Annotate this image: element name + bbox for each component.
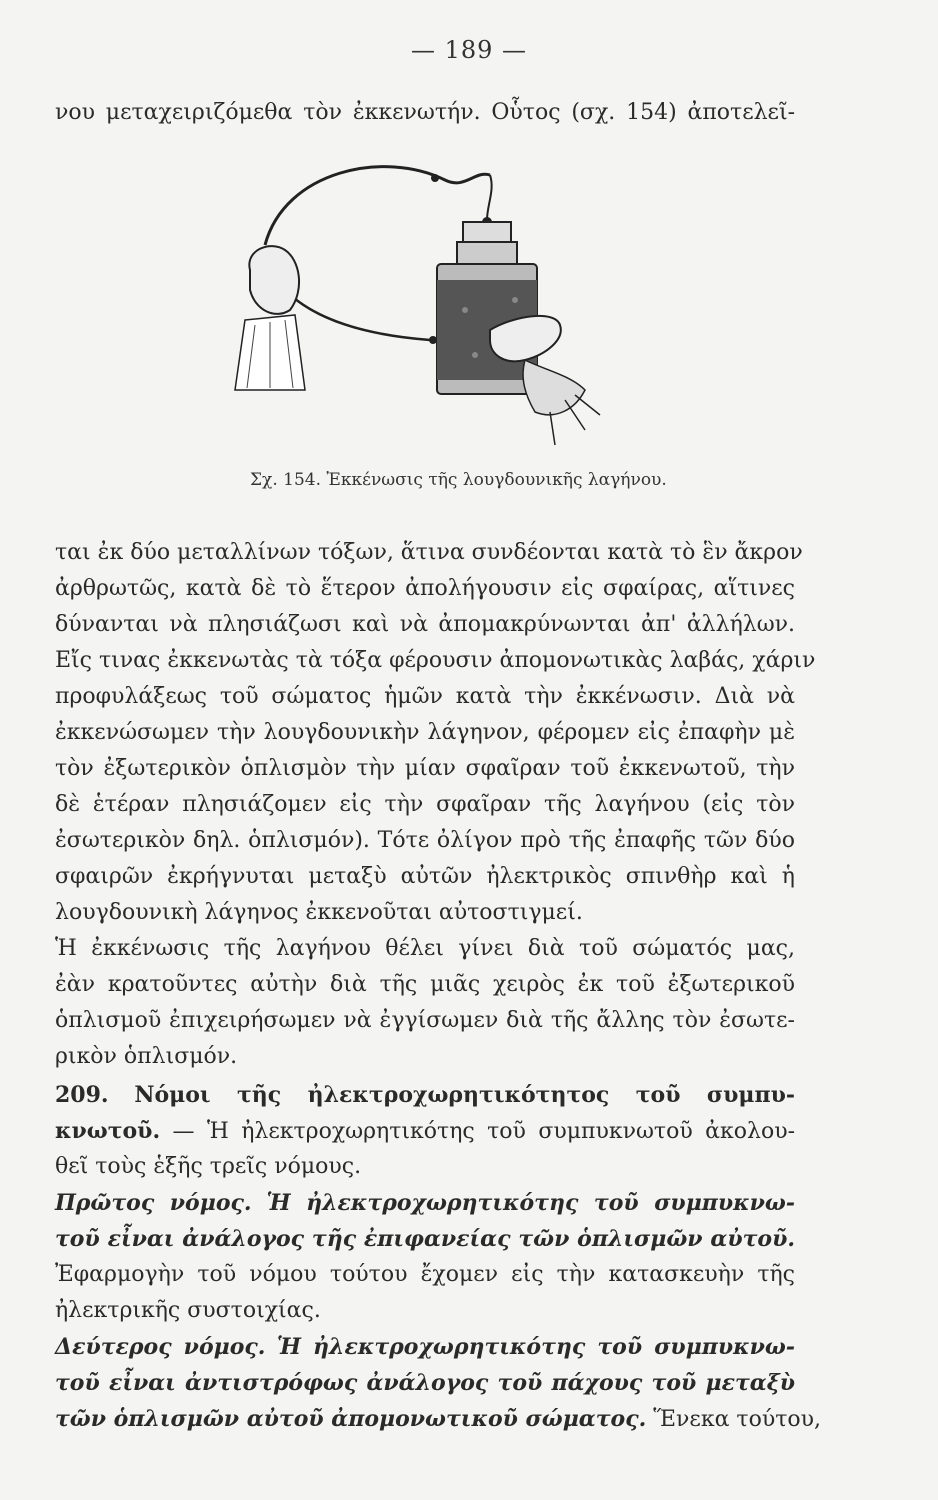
line-text: ρικὸν ὁπλισμόν. (55, 1044, 238, 1069)
text-line (55, 610, 795, 640)
text-line (55, 1116, 795, 1147)
section-title-end: κνωτοῦ. (55, 1118, 161, 1144)
law-text: τοῦ εἶναι ἀνάλογος τῆς ἐπιφανείας τῶν ὁπλισμῶν αὐτοῦ. (55, 1226, 795, 1252)
text-line (55, 98, 795, 128)
section-heading (55, 1080, 795, 1111)
figure-154 (225, 150, 635, 460)
text-line (55, 898, 795, 928)
text-line (55, 1152, 795, 1182)
text-line (55, 538, 803, 568)
law-line (55, 1368, 795, 1399)
text-line (55, 970, 795, 1000)
line-text: τὸν ἐξωτερικὸν ὁπλισμὸν τὴν μίαν σφαῖραν τοῦ ἐκκενωτοῦ, τὴν (55, 756, 795, 781)
law-line (55, 1404, 821, 1435)
line-text: Ἡ ἐκκένωσις τῆς λαγήνου θέλει γίνει διὰ τοῦ σώματός μας, (55, 936, 795, 961)
law-text: Ἡ ἠλεκτροχωρητικότης τοῦ συμπυκνω- (266, 1190, 796, 1216)
line-text: θεῖ τοὺς ἑξῆς τρεῖς νόμους. (55, 1154, 362, 1179)
line-text: — Ἡ ἠλεκτροχωρητικότης τοῦ συμπυκνωτοῦ ἀκολου- (172, 1119, 795, 1144)
text-line (55, 1260, 795, 1290)
text-line (55, 718, 795, 748)
line-text: ται ἐκ δύο μεταλλίνων τόξων, ἅτινα συνδέονται κατὰ τὸ ἓν ἄκρον (55, 540, 803, 565)
text-line (55, 790, 795, 820)
law-text: τοῦ εἶναι ἀντιστρόφως ἀνάλογος τοῦ πάχους τοῦ μεταξὺ (55, 1370, 795, 1396)
text-line (55, 1042, 795, 1072)
text-line (55, 862, 795, 892)
line-text: λουγδουνικὴ λάγηνος ἐκκενοῦται αὐτοστιγμεί. (55, 900, 583, 925)
law-line (55, 1188, 795, 1219)
section-number: 209. (55, 1082, 109, 1108)
line-text: Ἕνεκα τούτου, (653, 1407, 821, 1432)
text-line (55, 682, 795, 712)
hand-icon (235, 246, 305, 390)
line-text: δύνανται νὰ πλησιάζωσι καὶ νὰ ἀπομακρύνωνται ἀπ' ἀλλήλων. (55, 612, 795, 637)
leyden-jar-icon (437, 222, 537, 394)
line-text: ὁπλισμοῦ ἐπιχειρήσωμεν νὰ ἐγγίσωμεν διὰ τῆς ἄλλης τὸν ἐσωτε- (55, 1008, 795, 1033)
text-line (55, 754, 795, 784)
law-label: Πρῶτος νόμος. (55, 1190, 252, 1216)
law-line (55, 1332, 795, 1363)
text-line (55, 646, 816, 676)
law-line (55, 1224, 795, 1255)
text-line (55, 1296, 795, 1326)
law-text: Ἡ ἠλεκτροχωρητικότης τοῦ συμπυκνω- (276, 1334, 796, 1360)
text-line (55, 826, 795, 856)
law-text: τῶν ὁπλισμῶν αὐτοῦ ἀπομονωτικοῦ σώματος. (55, 1406, 647, 1432)
leyden-jar-illustration (225, 150, 635, 460)
text-line (55, 574, 795, 604)
text-line (55, 934, 795, 964)
law-label: Δεύτερος νόμος. (55, 1334, 266, 1360)
page-number: — 189 — (410, 36, 528, 64)
line-text: ἐκκενώσωμεν τὴν λουγδουνικὴν λάγηνον, φέρομεν εἰς ἐπαφὴν μὲ (55, 720, 795, 745)
discharger-arc-icon (265, 167, 490, 245)
line-text: ἠλεκτρικῆς συστοιχίας. (55, 1298, 321, 1323)
line-text: νου μεταχειριζόμεθα τὸν ἐκκενωτήν. Οὗτος (σχ. 154) ἀποτελεῖ- (55, 100, 795, 125)
line-text: προφυλάξεως τοῦ σώματος ἡμῶν κατὰ τὴν ἐκκένωσιν. Διὰ νὰ (55, 684, 795, 709)
line-text: δὲ ἑτέραν πλησιάζομεν εἰς τὴν σφαῖραν τῆς λαγήνου (εἰς τὸν (55, 792, 795, 817)
figure-caption: Σχ. 154. Ἐκκένωσις τῆς λουγδουνικῆς λαγήνου. (250, 470, 667, 490)
line-text: σφαιρῶν ἐκρήγνυται μεταξὺ αὐτῶν ἠλεκτρικὸς σπινθὴρ καὶ ἡ (55, 864, 795, 889)
line-text: ἐσωτερικὸν δηλ. ὁπλισμόν). Τότε ὀλίγον πρὸ τῆς ἐπαφῆς τῶν δύο (55, 828, 795, 853)
line-text: ἐὰν κρατοῦντες αὐτὴν διὰ τῆς μιᾶς χειρὸς ἐκ τοῦ ἐξωτερικοῦ (55, 972, 795, 997)
line-text: Εἴς τινας ἐκκενωτὰς τὰ τόξα φέρουσιν ἀπομονωτικὰς λαβάς, χάριν (55, 648, 816, 673)
text-line (55, 1006, 795, 1036)
line-text: ἀρθρωτῶς, κατὰ δὲ τὸ ἕτερον ἀπολήγουσιν εἰς σφαίρας, αἵτινες (55, 576, 795, 601)
line-text: Ἐφαρμογὴν τοῦ νόμου τούτου ἔχομεν εἰς τὴν κατασκευὴν τῆς (55, 1262, 795, 1287)
section-title: Νόμοι τῆς ἠλεκτροχωρητικότητος τοῦ συμπυ- (134, 1082, 795, 1108)
